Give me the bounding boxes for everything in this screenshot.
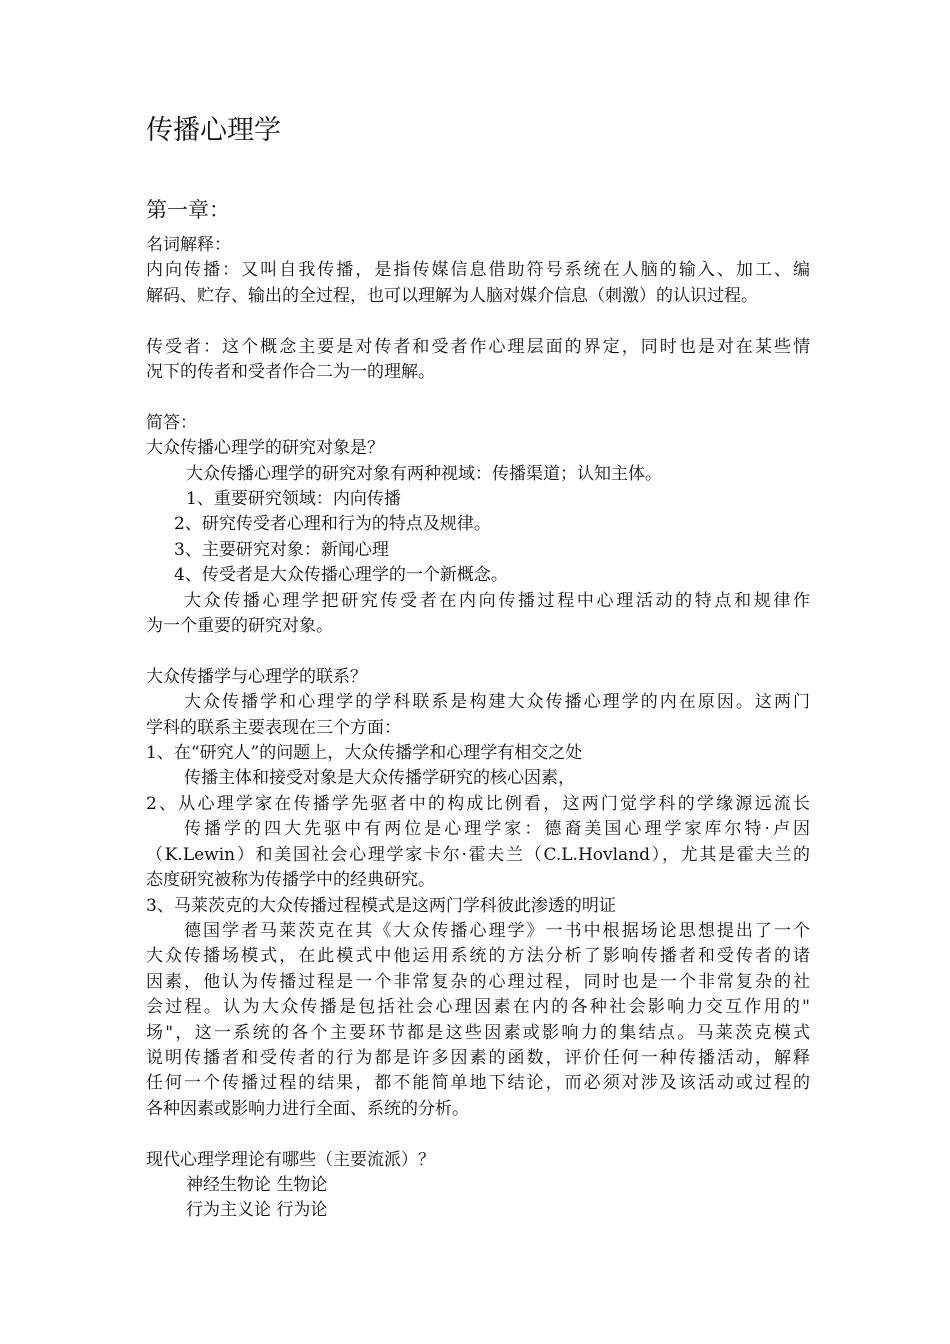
paragraph-gap [146,385,810,410]
list-item: 行为主义论 行为论 [186,1200,328,1221]
answer-line: 大众传播学和心理学的学科联系是构建大众传播心理学的内在原因。这两门 [184,692,810,713]
list-item: 3、主要研究对象：新闻心理 [174,539,389,560]
terms-heading: 名词解释： [146,235,231,255]
chapter-heading: 第一章： [146,198,230,222]
list-item: 神经生物论 生物论 [186,1174,328,1195]
list-item: 1、在“研究人”的问题上，大众传播学和心理学有相交之处 [146,743,583,764]
document-title: 传播心理学 [146,115,281,146]
paragraph-gap [146,1122,810,1147]
answer-line: 为一个重要的研究对象。 [146,616,333,637]
question-heading: 大众传播心理学的研究对象是？ [146,438,384,459]
short-answer-heading: 简答： [146,412,197,433]
paragraph-gap [146,309,810,334]
document-body [146,233,810,1224]
list-item: 4、传受者是大众传播心理学的一个新概念。 [174,565,508,586]
answer-line: 德国学者马莱茨克在其《大众传播心理学》一书中根据场论思想提出了一个 [184,920,810,941]
answer-line: 因素，他认为传播过程是一个非常复杂的心理过程，同时也是一个非常复杂的社 [146,971,810,992]
list-item: 3、马莱茨克的大众传播过程模式是这两门学科彼此渗透的明证 [146,895,616,916]
paragraph-line: 解码、贮存、输出的全过程，也可以理解为人脑对媒介信息（刺激）的认识过程。 [146,285,758,306]
answer-line: 大众传播心理学的研究对象有两种视域：传播渠道；认知主体。 [186,463,662,484]
list-item: 2、从心理学家在传播学先驱者中的构成比例看，这两门觉学科的学缘源远流长 [146,793,810,814]
question-heading: 现代心理学理论有哪些（主要流派）？ [146,1149,435,1170]
answer-line: 传播主体和接受对象是大众传播学研究的核心因素， [184,768,575,789]
list-item: 2、研究传受者心理和行为的特点及规律。 [174,514,491,535]
answer-line: 各种因素或影响力进行全面、系统的分析。 [146,1098,469,1119]
answer-line: 任何一个传播过程的结果，都不能简单地下结论，而必须对涉及该活动或过程的 [146,1073,810,1094]
paragraph-line: 传受者：这个概念主要是对传者和受者作心理层面的界定，同时也是对在某些情 [146,336,810,357]
paragraph-line: 况下的传者和受者作合二为一的理解。 [146,362,435,383]
answer-line: （K.Lewin）和美国社会心理学家卡尔·霍夫兰（C.L.Hovland），尤其是霍夫兰的 [146,844,810,865]
answer-line: 学科的联系主要表现在三个方面： [146,717,401,738]
answer-line: 会过程。认为大众传播是包括社会心理因素在内的各种社会影响力交互作用的" [146,997,810,1018]
answer-line: 场"，这一系统的各个主要环节都是这些因素或影响力的集结点。马莱茨克模式 [146,1022,810,1043]
answer-line: 传播学的四大先驱中有两位是心理学家：德裔美国心理学家库尔特·卢因 [184,819,810,840]
answer-line: 大众传播心理学把研究传受者在内向传播过程中心理活动的特点和规律作 [184,590,810,611]
paragraph-gap [146,639,810,664]
paragraph-line: 内向传播：又叫自我传播，是指传媒信息借助符号系统在人脑的输入、加工、编 [146,260,810,281]
question-heading: 大众传播学与心理学的联系？ [146,666,367,687]
answer-line: 说明传播者和受传者的行为都是许多因素的函数，评价任何一种传播活动，解释 [146,1047,810,1068]
list-item: 1、重要研究领域：内向传播 [186,489,401,510]
answer-line: 态度研究被称为传播学中的经典研究。 [146,870,435,891]
answer-line: 大众传播场模式，在此模式中他运用系统的方法分析了影响传播者和受传者的诸 [146,946,810,967]
